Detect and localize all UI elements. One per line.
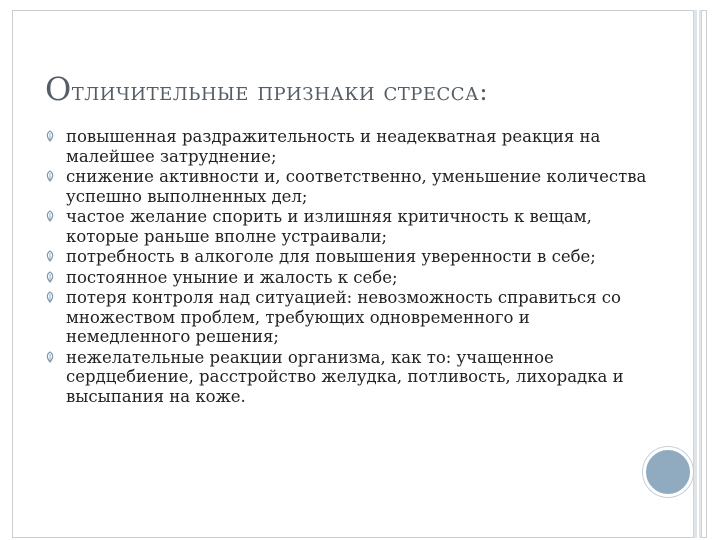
decorative-circle — [643, 447, 693, 497]
list-item-text: нежелательные реакции организма, как то: учащенное сердцебиение, расстройство желудка, потливость, лихорадка и высыпания на коже. — [66, 347, 624, 406]
list-item-text: снижение активности и, соответственно, уменьшение количества успешно выполненных дел; — [66, 167, 647, 206]
leaf-bullet-icon — [44, 271, 56, 283]
list-item — [44, 268, 654, 288]
leaf-bullet-icon — [44, 250, 56, 262]
list-item-text: потеря контроля над ситуацией: невозможность справиться со множеством проблем, требующих одновременного и немедленного решения; — [66, 288, 621, 346]
side-decor-bar-inner — [697, 10, 699, 538]
list-item — [44, 207, 654, 246]
title-first-letter: О — [45, 70, 72, 108]
list-item-text: потребность в алкоголе для повышения уверенности в себе; — [66, 247, 596, 266]
list-item — [44, 288, 654, 347]
list-item — [44, 167, 654, 206]
title-rest: тличительные признаки стресса: — [71, 77, 489, 106]
list-item — [44, 127, 654, 166]
list-item-text: повышенная раздражительность и неадекватная реакция на малейшее затруднение; — [66, 127, 601, 166]
leaf-bullet-icon — [44, 170, 56, 182]
leaf-bullet-icon — [44, 351, 56, 363]
list-item-text: постоянное уныние и жалость к себе; — [66, 267, 398, 287]
leaf-bullet-icon — [44, 210, 56, 222]
stress-signs-list — [44, 127, 654, 407]
list-item-text: частое желание спорить и излишняя критичность к вещам, которые раньше вполне устраивали; — [66, 207, 592, 246]
leaf-bullet-icon — [44, 130, 56, 142]
list-item — [44, 247, 654, 267]
page-title — [45, 70, 488, 108]
list-item — [44, 348, 654, 407]
leaf-bullet-icon — [44, 291, 56, 303]
